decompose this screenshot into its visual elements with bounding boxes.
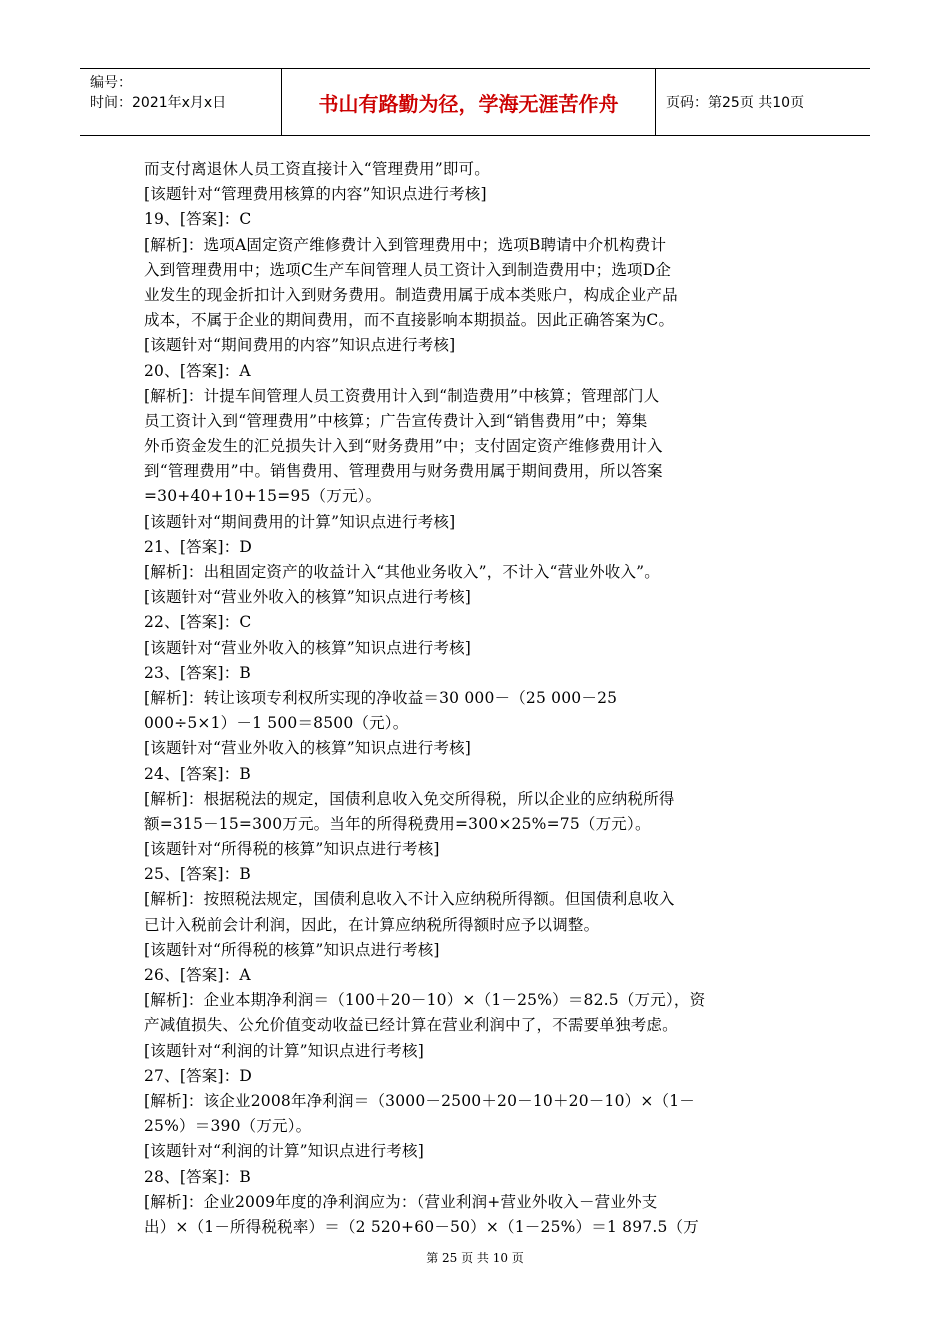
body-line: 到“管理费用”中。销售费用、管理费用与财务费用属于期间费用，所以答案 [144, 462, 663, 481]
body-line: 而支付离退休人员工资直接计入“管理费用”即可。 [144, 160, 490, 178]
body-line: [解析]：选项A固定资产维修费计入到管理费用中；选项B聘请中介机构费计 [144, 235, 667, 254]
body-line: [解析]：计提车间管理人员工资费用计入到“制造费用”中核算；管理部门人 [144, 386, 660, 405]
body-line: 26、[答案]：A [144, 966, 251, 984]
body-line: 20、[答案]：A [144, 361, 251, 380]
body-line: [该题针对“管理费用核算的内容”知识点进行考核] [144, 185, 487, 204]
page-footer: 第 25 页 共 10 页 [426, 1251, 524, 1265]
header-motto: 书山有路勤为径，学海无涯苦作舟 [282, 69, 656, 135]
body-line: 入到管理费用中；选项C生产车间管理人员工资计入到制造费用中；选项D企 [144, 260, 672, 279]
body-line: 产减值损失、公允价值变动收益已经计算在营业利润中了，不需要单独考虑。 [144, 1016, 678, 1035]
body-line: 出）×（1－所得税税率）＝（2 520+60－50）×（1－25%）＝1 897.5（万 [144, 1217, 699, 1236]
body-line: [该题针对“期间费用的内容”知识点进行考核] [144, 336, 456, 355]
body-line: 23、[答案]：B [144, 663, 252, 682]
body-line: [解析]：企业本期净利润＝（100＋20－10）×（1－25%）＝82.5（万元），资 [144, 991, 706, 1010]
body-line: [解析]：根据税法的规定，国债利息收入免交所得税，所以企业的应纳税所得 [144, 789, 675, 808]
body-line: 25、[答案]：B [144, 865, 252, 884]
body-line: [该题针对“利润的计算”知识点进行考核] [144, 1041, 424, 1060]
page-header [80, 68, 870, 136]
body-line: 21、[答案]：D [144, 537, 253, 556]
body-line: [解析]：转让该项专利权所实现的净收益＝30 000－（25 000－25 [144, 688, 618, 707]
body-line: 25%）＝390（万元）。 [144, 1117, 312, 1136]
body-line: 成本，不属于企业的期间费用，而不直接影响本期损益。因此正确答案为C。 [144, 311, 675, 330]
body-line: 27、[答案]：D [144, 1066, 253, 1085]
body-line: [该题针对“利润的计算”知识点进行考核] [144, 1142, 424, 1161]
body-line: 额=315－15=300万元。当年的所得税费用=300×25%=75（万元）。 [144, 814, 651, 833]
body-line: [该题针对“所得税的核算”知识点进行考核] [144, 940, 440, 959]
body-line: 000÷5×1）－1 500＝8500（元）。 [144, 714, 409, 733]
body-line: 员工资计入到“管理费用”中核算；广告宣传费计入到“销售费用”中；筹集 [144, 411, 648, 430]
document-number-label: 编号： [90, 75, 132, 91]
body-line: [解析]：该企业2008年净利润＝（3000－2500＋20－10＋20－10）×（1－ [144, 1091, 695, 1110]
body-line: 22、[答案]：C [144, 613, 252, 632]
body-line: [该题针对“营业外收入的核算”知识点进行考核] [144, 588, 472, 607]
body-line: 28、[答案]：B [144, 1167, 252, 1186]
document-body [144, 157, 809, 1240]
body-line: 19、[答案]：C [144, 210, 252, 229]
body-line: [该题针对“期间费用的计算”知识点进行考核] [144, 512, 456, 531]
document-date-label: 时间：2021年x月x日 [90, 95, 227, 111]
body-line: [解析]：企业2009年度的净利润应为：（营业利润+营业外收入－营业外支 [144, 1192, 658, 1211]
body-line: [该题针对“营业外收入的核算”知识点进行考核] [144, 739, 472, 758]
body-line: [解析]：出租固定资产的收益计入“其他业务收入”，不计入“营业外收入”。 [144, 563, 660, 581]
body-line: [该题针对“所得税的核算”知识点进行考核] [144, 840, 440, 859]
body-line: =30+40+10+15=95（万元）。 [144, 487, 382, 506]
body-line: 业发生的现金折扣计入到财务费用。制造费用属于成本类账户，构成企业产品 [144, 285, 678, 304]
body-line: 外币资金发生的汇兑损失计入到“财务费用”中；支付固定资产维修费用计入 [144, 437, 663, 456]
header-meta [80, 69, 282, 135]
body-line: [解析]：按照税法规定，国债利息收入不计入应纳税所得额。但国债利息收入 [144, 890, 675, 909]
header-page-number: 页码：第25页 共10页 [666, 95, 805, 111]
body-line: 24、[答案]：B [144, 764, 252, 783]
body-line: [该题针对“营业外收入的核算”知识点进行考核] [144, 638, 472, 657]
body-line: 已计入税前会计利润，因此，在计算应纳税所得额时应予以调整。 [144, 915, 600, 934]
